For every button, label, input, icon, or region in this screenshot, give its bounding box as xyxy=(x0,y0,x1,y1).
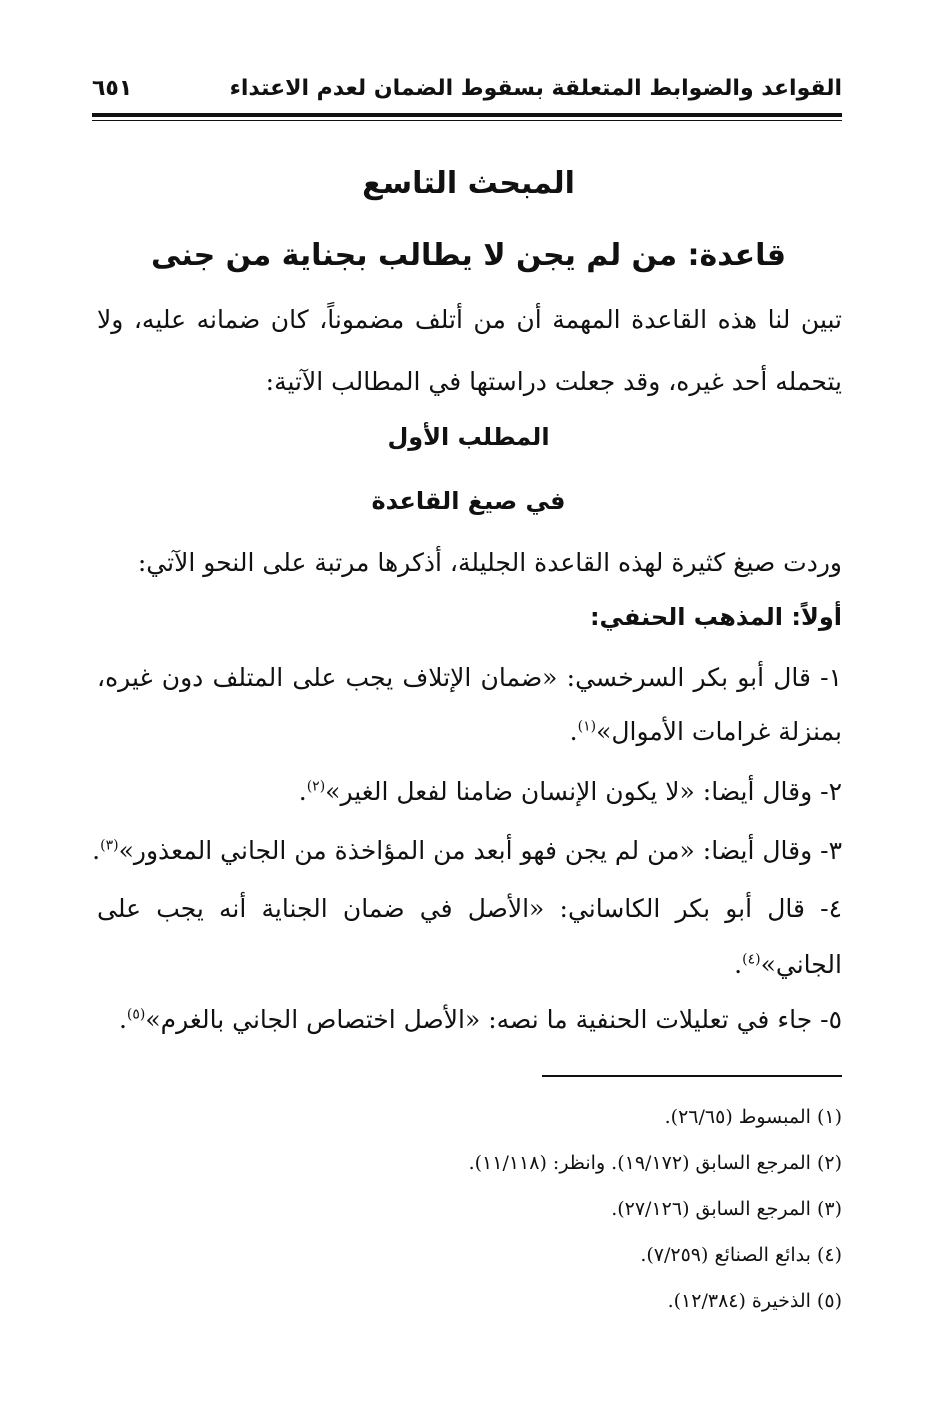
item-2: ٢- وقال أيضا: «لا يكون الإنسان ضامنا لفعل الغير»$^{(٢)}$. xyxy=(298,777,842,806)
footnote-5: (٥) الذخيرة (١٢/٣٨٤). xyxy=(667,1290,842,1312)
footnote-ref-2: (٢) xyxy=(306,778,326,795)
item-1-line-2: بمنزلة غرامات الأموال»$^{(١)}$. xyxy=(569,717,842,746)
page-number: ٦٥١ xyxy=(92,76,133,101)
intro-line-1: تبين لنا هذه القاعدة المهمة أن من أتلف مضموناً، كان ضمانه عليه، ولا xyxy=(97,305,842,334)
footnote-ref-1: (١) xyxy=(577,718,597,735)
header-rule-thick xyxy=(92,113,842,117)
item-4-line-1: ٤- قال أبو بكر الكاساني: «الأصل في ضمان الجناية أنه يجب على xyxy=(97,894,842,923)
item-4-line-2: الجاني»$^{(٤)}$. xyxy=(734,950,842,979)
header-rule-thin xyxy=(92,120,842,121)
subsection-heading-2: في صيغ القاعدة xyxy=(371,487,566,515)
footnote-ref-5: (٥) xyxy=(126,1006,146,1023)
footnote-4: (٤) بدائع الصنائع (٧/٢٥٩). xyxy=(640,1244,842,1266)
item-3: ٣- وقال أيضا: «من لم يجن فهو أبعد من المؤاخذة من الجاني المعذور»$^{(٣)}$. xyxy=(92,836,842,865)
rule-heading: قاعدة: من لم يجن لا يطالب بجناية من جنى xyxy=(151,238,786,273)
intro-line-2: يتحمله أحد غيره، وقد جعلت دراستها في المطالب الآتية: xyxy=(265,367,842,396)
item-3-text: ٣- وقال أيضا: «من لم يجن فهو أبعد من المؤاخذة من الجاني المعذور» xyxy=(118,836,842,865)
footnote-ref-4: (٤) xyxy=(742,951,761,968)
item-2-text: ٢- وقال أيضا: «لا يكون الإنسان ضامنا لفعل الغير» xyxy=(325,777,842,806)
item-1-line-1: ١- قال أبو بكر السرخسي: «ضمان الإتلاف يجب على المتلف دون غيره، xyxy=(97,663,842,692)
school-heading: أولاً: المذهب الحنفي: xyxy=(589,603,842,631)
item-4-text: الجاني» xyxy=(760,950,842,979)
footnote-1: (١) المبسوط (٢٦/٦٥). xyxy=(664,1106,842,1128)
chapter-heading: المبحث التاسع xyxy=(362,166,575,201)
item-1-text: بمنزلة غرامات الأموال» xyxy=(596,717,842,746)
subsection-heading-1: المطلب الأول xyxy=(387,423,550,451)
formulations-intro: وردت صيغ كثيرة لهذه القاعدة الجليلة، أذكرها مرتبة على النحو الآتي: xyxy=(137,548,842,577)
footnote-separator xyxy=(542,1075,842,1077)
item-5-text: ٥- جاء في تعليلات الحنفية ما نصه: «الأصل اختصاص الجاني بالغرم» xyxy=(145,1005,842,1034)
footnote-2: (٢) المرجع السابق (١٩/١٧٢). وانظر: (١١/١١٨). xyxy=(468,1152,842,1174)
running-title: القواعد والضوابط المتعلقة بسقوط الضمان لعدم الاعتداء xyxy=(229,76,842,101)
footnote-ref-3: (٣) xyxy=(100,837,119,854)
item-5: ٥- جاء في تعليلات الحنفية ما نصه: «الأصل اختصاص الجاني بالغرم»$^{(٥)}$. xyxy=(118,1005,842,1034)
footnote-3: (٣) المرجع السابق (٢٧/١٢٦). xyxy=(611,1198,842,1220)
